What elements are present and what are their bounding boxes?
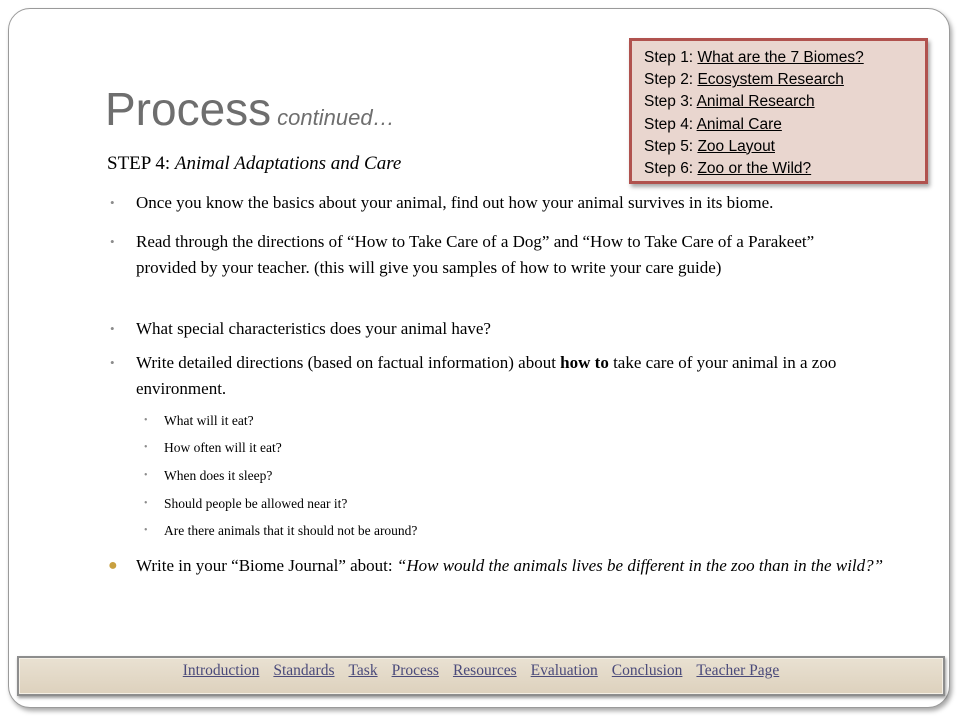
step-link-zoo-or-wild[interactable]: Zoo or the Wild? [697,159,812,177]
bullet-text-bold: how to [560,353,609,372]
step-link-biomes[interactable]: What are the 7 Biomes? [697,49,864,66]
sub-bullet-item [144,494,348,514]
step-prefix: Step 6: [644,159,698,177]
steps-box [629,38,928,184]
page-title [105,82,395,136]
nav-link-process[interactable]: Process [391,662,439,679]
bullet-icon: • [144,498,148,509]
bullet-text: What special characteristics does your animal have? [136,319,491,338]
bullet-text: Once you know the basics about your animal, find out how your animal survives in its biome. [136,193,774,212]
nav-link-task[interactable]: Task [348,662,378,679]
step-prefix: Step 2: [644,71,698,89]
bullet-item [110,350,876,402]
sub-bullet-text: Should people be allowed near it? [164,496,348,511]
nav-link-evaluation[interactable]: Evaluation [530,662,598,679]
nav-link-standards[interactable]: Standards [273,662,335,679]
bullet-icon: • [110,195,115,210]
sub-bullet-item [144,466,273,486]
step-link-ecosystem[interactable]: Ecosystem Research [697,71,844,89]
step-row-1 [644,47,925,69]
sub-bullet-text: What will it eat? [164,413,254,428]
step-row-3 [644,91,925,113]
title-sub: continued… [277,105,395,130]
bullet-icon: • [144,470,148,481]
step-link-animal-research[interactable]: Animal Research [696,93,815,111]
bullet-icon: • [144,442,148,453]
step-row-2 [644,69,925,91]
step-prefix: Step 5: [644,137,698,155]
bottom-nav-bar [17,656,945,696]
bullet-item [110,316,896,342]
bullet-item [110,190,896,216]
bullet-icon: • [110,355,115,370]
sub-bullet-item [144,411,254,431]
step-row-5 [644,136,925,158]
step-prefix: Step 3: [644,93,697,111]
step-prefix: Step 4: [644,115,697,133]
bullet-text: Read through the directions of “How to Take Care of a Dog” and “How to Take Care of a Parakeet” provided by your teacher. (this will give you samples of how to write your care guide) [136,232,815,277]
bullet-item [110,229,876,281]
bullet-icon: ● [108,557,118,574]
bullet-text-pre: Write in your “Biome Journal” about: [136,556,397,575]
sub-bullet-item [144,521,418,541]
bullet-text-post: take care of your animal in a zoo environment. [136,353,837,398]
bullet-icon: • [144,525,148,536]
bullet-icon: • [110,321,115,336]
nav-link-introduction[interactable]: Introduction [182,662,260,679]
sub-bullet-item [144,438,282,458]
heading-step: STEP 4: [107,153,175,174]
bullet-icon: • [110,234,115,249]
sub-bullet-text: How often will it eat? [164,440,282,455]
bullet-text-pre: Write detailed directions (based on factual information) about [136,353,561,372]
step-link-zoo-layout[interactable]: Zoo Layout [697,137,775,155]
step-link-animal-care[interactable]: Animal Care [696,115,782,133]
step-row-6 [644,158,925,180]
sub-bullet-text: When does it sleep? [164,468,273,483]
title-main: Process [105,83,272,135]
step-prefix: Step 1: [644,49,698,66]
step-row-4 [644,114,925,136]
bullet-text-quote: “How would the animals lives be different in the zoo than in the wild?” [396,556,884,575]
step-heading [107,153,401,175]
sub-bullet-text: Are there animals that it should not be around? [164,523,418,538]
bullet-icon: • [144,415,148,426]
nav-link-teacher-page[interactable]: Teacher Page [696,662,780,679]
heading-title: Animal Adaptations and Care [174,153,402,174]
nav-link-resources[interactable]: Resources [452,662,517,679]
bullet-item [108,553,896,579]
nav-link-conclusion[interactable]: Conclusion [611,662,683,679]
